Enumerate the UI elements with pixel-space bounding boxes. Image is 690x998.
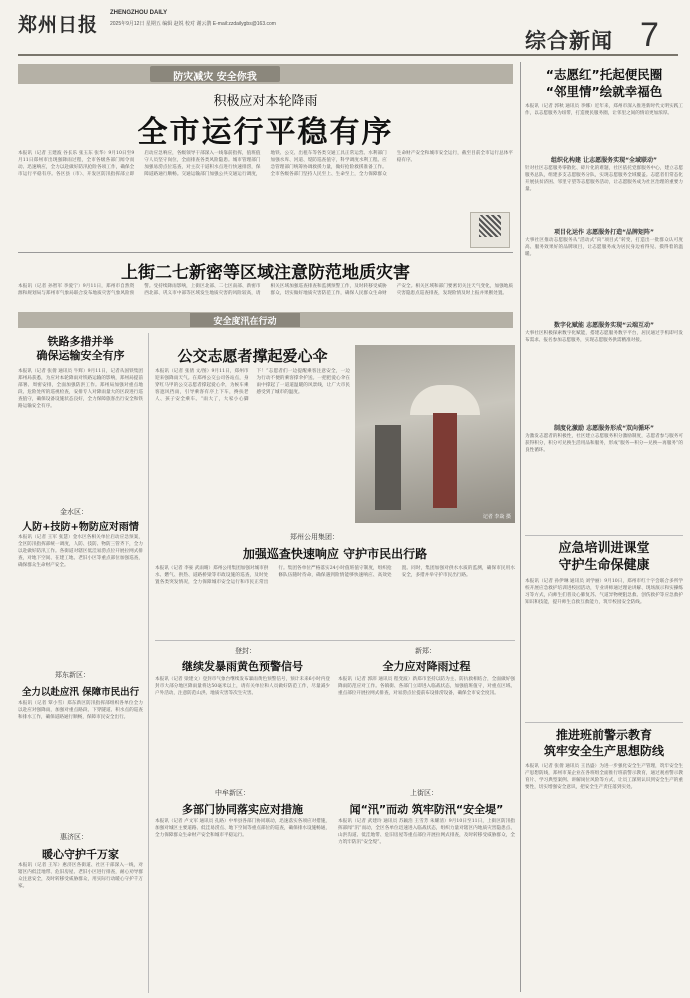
huiji-body: 本报讯（记者 王军）惠济区各街道、社区干部深入一线，对辖区内低洼地带、危旧房屋、老旧小区进行排查，耐心劝导群众注意安全，及时转移受威胁群众，用实际行动暖心守护千万家。 (18, 863, 143, 890)
shangjie-district: 上街区： (410, 789, 438, 797)
lead-body: 本报讯（记者 王建波 谷长乐 张玉东 张华）9月10日至9月11日郑州市出现强降雨过程，全市各级各部门闻令而动、迅速响应，全力以赴做好防汛抢险各项工作，确保全市运行平稳有序。各区县（市）、开发区防汛指挥部立即启动应急响应，各级领导干部深入一线靠前指挥，值班值守人员坚守岗位，全面排查各类风险隐患。城市管理部门加强易涝点位巡查，对主次干道积水点进行快速排涝，保障道路通行顺畅。交通运输部门加强公共交通运行调度，地铁、公交、出租车等各类交通工具正常运营。水利部门加强水库、河道、堤防巡查值守，科学调度水利工程。应急管理部门统筹协调救援力量，做好抢险救援准备工作。全市各级各部门坚持人民至上、生命至上，全力保障群众生命财产安全和城市安全运行，截至目前全市运行总体平稳有序。 (18, 151, 513, 178)
zhengdong-body: 本报讯（记者 覃小雪）郑东新区防汛指挥部组织各单位全力以赴应对强降雨，加强对重点路段、下穿隧道、积水点的巡查和排水工作，确保道路通行顺畅，保障市民安全出行。 (18, 701, 143, 721)
right1-sub2: 项目化运作 志愿服务打造“品牌矩阵” (554, 229, 654, 236)
article2-body: 本报讯（记者 孙智军 李爱宁）9月11日，郑州市自然资源和规划局与郑州市气象局联合发布地质灾害气象风险预警。受持续降雨影响，上街区北部、二七区南部、新密市西北部、巩义市中部等区域发生地质灾害的风险较高，请相关区域加强巡查排查和监测预警工作，及时转移受威胁群众，切实做好地质灾害防范工作，确保人民群众生命财产安全。相关区域和部门要密切关注天气变化，加强地质灾害隐患点巡查排查，发现险情及时上报并果断处置。 (18, 284, 513, 297)
right1-body4: 为激发志愿者的积极性，社区建立志愿服务积分激励制度，志愿者参与服务可获得积分，积分可兑换生活用品和服务，形成“服务—积分—兑换—再服务”的良性循环。 (525, 434, 683, 454)
passenger-figure (375, 425, 401, 510)
divider-r1 (525, 535, 683, 536)
zhengdong-district: 郑东新区： (55, 671, 90, 679)
masthead-logo: 郑州日报 (18, 14, 99, 36)
right1-sub3: 数字化赋能 志愿服务实现“云端互动” (554, 322, 654, 329)
zhongmu-body: 本报讯（记者 卢文军 通讯员 孔路）中牟县各部门协同联动，迅速落实各项应对措施，加强对城区主要道路、低洼易涝点、地下空间等重点部位的巡查，确保排水设施畅通，全力保障群众生命财产安全和城市平稳运行。 (155, 819, 330, 839)
col-divider-right (520, 62, 521, 992)
masthead-en: ZHENGZHOU DAILY (110, 10, 168, 16)
police-body: 本报讯（记者 李豪 武雨晴）郑州公用集团加强对城市供水、燃气、供热、道路桥梁等市政设施的巡查，及时处置各类突发情况，全力保障城市安全运行和市民正常出行。集团各单位严格落实24小时值班值守制度，组织抢修队伍随时待命，确保遇到险情能够快速响应、高效处置。同时，集团加强对供水水质的监测，确保市民用水安全，多措并举守护市民出行路。 (155, 566, 515, 586)
huiji-title: 暖心守护千万家 (42, 848, 119, 861)
shangjie-body: 本报讯（记者 武建玲 通讯员 苏颖浩 王雪芳 朱耀清）9月10日至11日，上街区防汛指挥部闻“汛”而动，全区各单位迅速进入临战状态，组织力量对辖区内地质灾害隐患点、山洪沟道、低洼地带、危旧房屋等重点部位开展拉网式排查，及时转移受威胁群众，全力筑牢防汛“安全堤”。 (338, 819, 515, 846)
xinzheng-body: 本报讯（记者 郭沛 通讯员 程变波）新郑市坚持以防为主、防抗救相结合，全面做好强降雨防范应对工作。各镇街、各部门立即进入临战状态，加强值班值守，对重点区域、重点部位开展拉网式排查，对易涝点位提前布设排涝设备，确保全市安全度汛。 (338, 677, 515, 697)
zhongmu-title: 多部门协同落实应对措施 (182, 803, 303, 816)
xinzheng-district: 新郑： (415, 647, 436, 655)
photo (355, 345, 515, 523)
bus-body: 本报讯（记者 张倩 文/图）9月11日，郑州市迎来强降雨天气。在郑州公交公司各站点，身穿红马甲的公交志愿者撑起爱心伞，为候车乘客遮风挡雨，引导乘客有序上下车，搀扶老人、孩子安全乘车。“雨大了，大家小心脚下！”志愿者们一边提醒乘客注意安全，一边为行动不便的乘客撑伞护送。一把把爱心伞在雨中撑起了一道道温暖的风景线，让广大市民感受到了城市的温度。 (155, 369, 350, 403)
right3-title: 推进班前警示教育 筑牢安全生产思想防线 (543, 728, 664, 758)
dengfeng-body: 本报讯（记者 梁建文）登封市气象台继续发布暴雨黄色预警信号，预计未来6小时内登封市大部分地区降雨量将达50毫米以上，请有关单位和人员做好防范工作，尽量减少户外活动，注意防范山洪、地质灾害等次生灾害。 (155, 677, 330, 697)
police-sub: 郑州公用集团： (290, 533, 339, 541)
right1-sub1: 组织化构建 让志愿服务实现“全域联动” (551, 157, 657, 164)
right2-body: 本报讯（记者 孙伊琳 通讯员 刘学丽）9月10日，郑州市红十字会联合多所学校开展应急救护培训进校园活动，专业讲师通过理论讲解、现场演示和实操练习等方式，向师生们普及心肺复苏、气道异物梗阻急救、创伤救护等应急救护知识和技能，提升师生自救互救能力，筑牢校园安全防线。 (525, 579, 683, 606)
zhongmu-district: 中牟新区： (215, 789, 250, 797)
photo-credit: 记者 李焱 摄 (482, 514, 511, 520)
right1-title: “志愿红”托起便民圈 “邻里情”绘就幸福色 (545, 67, 663, 99)
right1-body1: 针对社区志愿服务零散化、碎片化的难题，社区依托党群服务中心，建立志愿服务总队，组建多支志愿服务分队，实现志愿服务全域覆盖。志愿者们常态化开展扶贫济困、邻里守望等志愿服务活动，让志愿服务成为社区治理的重要力量。 (525, 166, 683, 193)
right3-body: 本报讯（记者 张倩 通讯员 王昌盛）为进一步强化安全生产管理，筑牢安全生产思想防线，郑州市某企业在各班组全面推行班前警示教育，通过观看警示教育片、学习典型案例、讲解岗位风险等方式，让员工深刻认识到安全生产的重要性，切实增强安全意识，把安全生产责任落到实处。 (525, 764, 683, 791)
qr-code-icon (479, 215, 501, 237)
masthead-info: 2025年9月12日 星期五 编辑 赵锐 校对 谢云鹊 E-mail:zzdailygbs@163.com (110, 21, 276, 27)
lead-kicker: 积极应对本轮降雨 (213, 94, 318, 109)
right2-title: 应急培训进课堂 守护生命保健康 (558, 541, 650, 573)
divider-1 (18, 252, 513, 253)
page-number: 7 (640, 16, 659, 54)
lead-title: 全市运行平稳有序 (137, 115, 394, 150)
banner-label: 防灾减灾 安全你我 (173, 72, 257, 83)
jinshui-body: 本报讯（记者 王军 张慧）金水区各相关单位启动应急预案，全区防汛指挥部统一调度，人防、技防、物防三管齐下，全力以赴做好防汛工作。各街道对辖区低洼易涝点位开展拉网式排查，对地下空间、在建工地、老旧小区等重点部位加强巡查，确保群众生命财产安全。 (18, 535, 143, 569)
police-title: 加强巡查快速响应 守护市民出行路 (242, 547, 428, 561)
dengfeng-title: 继续发暴雨黄色预警信号 (182, 660, 303, 673)
jinshui-district: 金水区： (60, 508, 88, 516)
xinzheng-title: 全力应对降雨过程 (382, 660, 471, 673)
divider-r2 (525, 722, 683, 723)
dengfeng-district: 登封： (235, 647, 256, 655)
huiji-district: 惠济区： (60, 833, 88, 841)
shangjie-title: 闻“汛”而动 筑牢防汛“安全堤” (349, 803, 504, 816)
zhengdong-title: 全力以赴应汛 保障市民出行 (21, 687, 140, 698)
right1-intro: 本报讯（记者 郭秋 通讯员 李娜）近年来，郑州市深入推进新时代文明实践工作，以志愿服务为纽带，打造便民服务圈，让邻里之间的情谊更加浓厚。 (525, 104, 683, 117)
rail-title: 铁路多措并举 确保运输安全有序 (36, 335, 125, 362)
divider-mid (155, 640, 515, 641)
rail-body: 本报讯（记者 张倩 通讯员 牛辉）9月11日，记者从国铁集团郑州局获悉，为应对本轮降雨对铁路运输的影响，郑州局提前部署、周密安排，全面加强防洪工作。郑州局加强对重点地段、危险处所的巡视检查，安排专人对降雨量大的区段进行巡查值守，确保设备设施状态良好，全力保障旅客出行安全和铁路运输安全有序。 (18, 369, 143, 410)
umbrella-figure (410, 385, 480, 415)
right1-sub4: 制度化激励 志愿服务形成“双向循环” (554, 425, 654, 432)
col-divider-left (148, 333, 149, 993)
bus-title: 公交志愿者撑起爱心伞 (177, 347, 328, 365)
section-title: 综合新闻 (525, 29, 613, 53)
right1-body2: 大事社区推动志愿服务从“活动式”向“项目式”转变，打造出一批群众认可度高、服务效果好的品牌项目，让志愿服务成为居民身边看得见、摸得着的温暖。 (525, 238, 683, 258)
masthead-rule (18, 54, 678, 56)
masthead (0, 0, 690, 62)
qr-ad (470, 212, 510, 248)
article2-title: 上街二七新密等区域注意防范地质灾害 (121, 263, 410, 283)
jinshui-title: 人防+技防+物防应对雨情 (22, 522, 139, 533)
subbanner-label: 安全度汛在行动 (213, 317, 277, 327)
right1-body3: 大事社区积极探索数字化赋能，搭建志愿服务数字平台，居民通过手机即可发布需求、报名参加志愿服务，实现志愿服务供需精准对接。 (525, 331, 683, 344)
volunteer-figure (433, 413, 457, 508)
